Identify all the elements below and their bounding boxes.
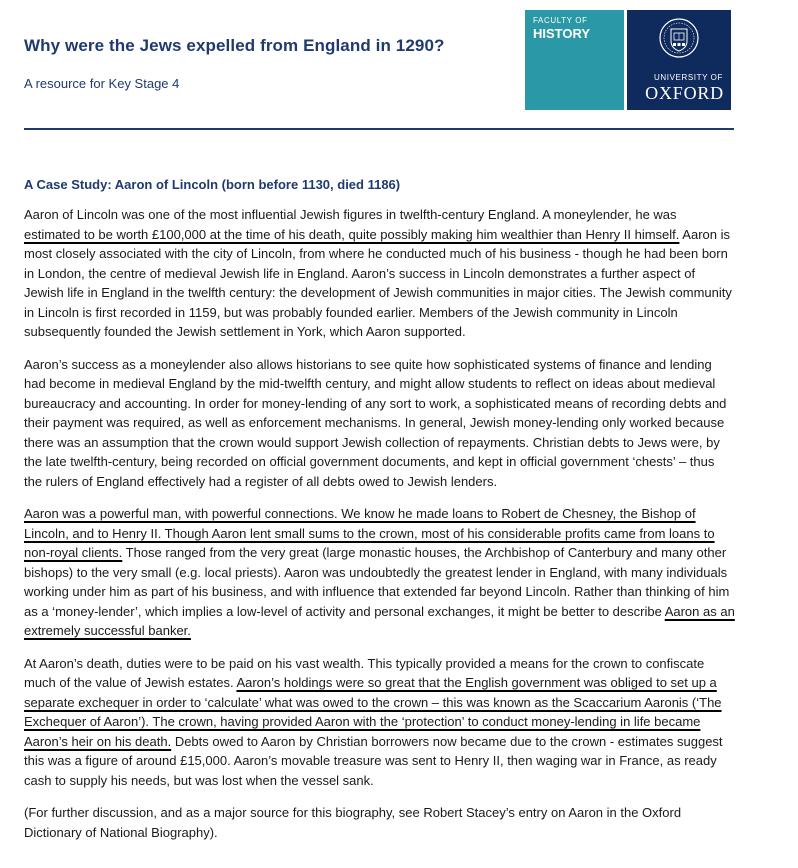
university-of-oxford-logo — [627, 10, 731, 110]
paragraph-4-underlined-1: Aaron’s holdings were so great that the English government was obliged to set up a separate exchequer in order to ‘calculate’ what was owed to the crown – this was known as the Scaccarium Aaronis (‘The Exchequer of Aaron’). The crown, having provided Aaron with the ‘protection’ to conduct money-lending in life became Aaron’s heir on his death. — [24, 675, 722, 749]
paragraph-4-text-b: Debts owed to Aaron by Christian borrowers now became due to the crown - estimates suggest this was a figure of around £15,000. Aaron’s movable treasure was sent to Henry II, then waging war in France, as ready cash to supply his needs, but was lost when the vessel sank. — [24, 733, 723, 788]
paragraph-3-underlined-2: Aaron as an extremely successful banker. — [24, 603, 735, 638]
paragraph-4 — [24, 654, 736, 791]
section-heading: A Case Study: Aaron of Lincoln (born before 1130, died 1186) — [24, 177, 401, 192]
faculty-logo-line2: HISTORY — [533, 26, 591, 41]
paragraph-3 — [24, 504, 736, 641]
document-title: Why were the Jews expelled from England in 1290? — [24, 36, 445, 55]
paragraph-1-text-b: Aaron is most closely associated with the city of Lincoln, from where he conducted much of his business - though he had been born in London, the centre of medieval Jewish life in England. Aaron’s success in Lincoln demonstrates a further aspect of Jewish life in England in the twelfth century: the development of Jewish communities in major cities. The Jewish community in Lincoln is first recorded in 1159, but was probably founded earlier. Members of the Jewish community in Lincoln subsequently founded the Jewish settlement in York, which Aaron supported. — [24, 226, 732, 339]
oxford-crest-icon — [659, 17, 699, 59]
paragraph-1-underlined-1: estimated to be worth £100,000 at the time of his death, quite possibly making him wealthier than Henry II himself. — [24, 226, 680, 242]
paragraph-4-text-a: At Aaron’s death, duties were to be paid on his vast wealth. This typically provided a means for the crown to confiscate much of the value of Jewish estates. — [24, 655, 705, 690]
header-divider — [24, 128, 734, 130]
main-content — [24, 176, 736, 855]
oxford-logo-line1: UNIVERSITY OF — [654, 73, 723, 82]
paragraph-2: Aaron’s success as a moneylender also allows historians to see quite how sophisticated systems of finance and lending had become in medieval England by the mid-twelfth century, and might allow students to reflect on ideas about medieval bureaucracy and accounting. In order for money-lending of any sort to work, a sophisticated means of recording debts and their payment was required, as well as enforcement mechanisms. In general, Jewish money-lending only worked because there was an assumption that the crown would support Jewish collection of repayments. Christian debts to Jews were, by the late twelfth-century, being recorded on official government documents, and kept in official government ‘chests’ – thus the rulers of England effectively had a register of all debts owed to Jewish lenders. — [24, 356, 727, 489]
paragraph-3-text-a: Those ranged from the very great (large monastic houses, the Archbishop of Canterbury and many other bishops) to the very small (e.g. local priests). Aaron was undoubtedly the greatest lender in England, with many individuals working under him as part of his business, and with influence that extended far beyond Lincoln. Rather than thinking of him as a ‘money-lender’, which implies a low-level of activity and personal exchanges, it might be better to describe — [24, 545, 730, 619]
paragraph-1 — [24, 205, 736, 342]
document-subtitle: A resource for Key Stage 4 — [24, 76, 180, 91]
paragraph-3-underlined-1: Aaron was a powerful man, with powerful connections. We know he made loans to Robert de Chesney, the Bishop of Lincoln, and to Henry II. Though Aaron lent small sums to the crown, most of his considerable profits came from loans to non-royal clients. — [24, 506, 715, 560]
paragraph-1-text-a: Aaron of Lincoln was one of the most influential Jewish figures in twelfth-century England. A moneylender, he was — [24, 207, 677, 222]
faculty-of-history-logo — [525, 10, 624, 110]
paragraph-5: (For further discussion, and as a major source for this biography, see Robert Stacey’s entry on Aaron in the Oxford Dictionary of National Biography). — [24, 805, 682, 840]
oxford-logo-line2: OXFORD — [645, 83, 724, 103]
faculty-logo-line1: FACULTY OF — [533, 16, 588, 25]
